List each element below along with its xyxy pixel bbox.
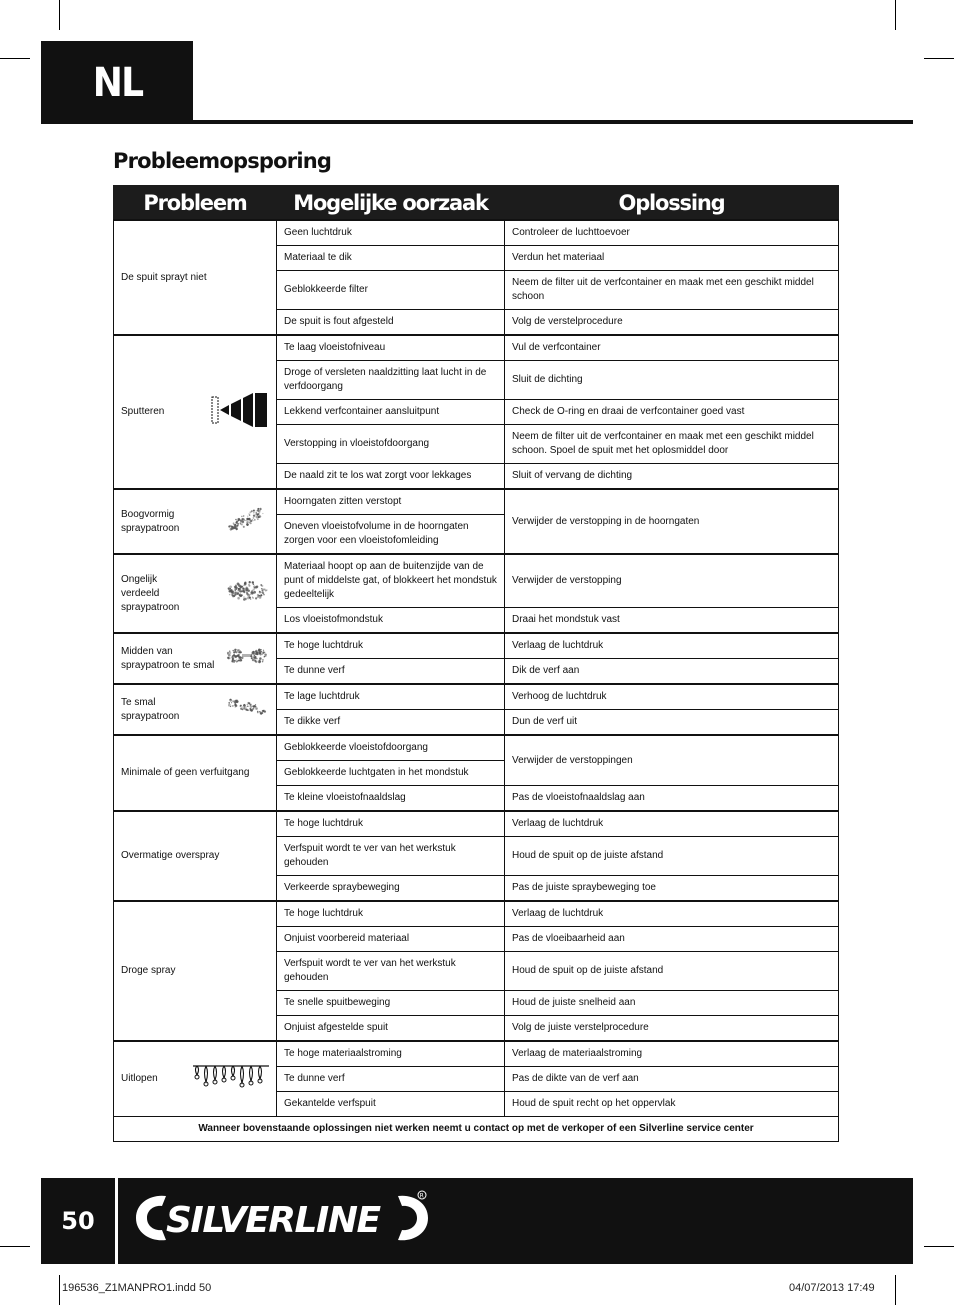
table-row <box>114 554 839 608</box>
solution-cell: Houd de spuit recht op het oppervlak <box>505 1092 839 1117</box>
solution-cell: Verdun het materiaal <box>505 246 839 271</box>
cause-cell: Te lage luchtdruk <box>277 684 505 710</box>
problem-cell <box>114 489 277 554</box>
solution-cell: Verwijder de verstopping <box>505 554 839 608</box>
solution-cell: Volg de verstelprocedure <box>505 310 839 336</box>
language-tab: NL <box>41 41 193 124</box>
table-row <box>114 901 839 927</box>
cause-cell: Verfspuit wordt te ver van het werkstuk gehouden <box>277 837 505 876</box>
problem-label: Sputteren <box>121 406 165 417</box>
footer-divider <box>115 1178 118 1264</box>
table-row <box>114 1041 839 1067</box>
solution-cell: Sluit de dichting <box>505 361 839 400</box>
cause-cell: Te hoge luchtdruk <box>277 633 505 659</box>
problem-label: Overmatige overspray <box>121 850 220 861</box>
table-row <box>114 684 839 710</box>
table-row <box>114 735 839 761</box>
crop-mark <box>895 1275 896 1305</box>
cause-cell: Lekkend verfcontainer aansluitpunt <box>277 400 505 425</box>
footer-note: Wanneer bovenstaande oplossingen niet werken neemt u contact op met de verkoper of een Silverline service center <box>114 1117 839 1142</box>
svg-text:R: R <box>419 1192 424 1200</box>
cause-cell: Geblokkeerde filter <box>277 271 505 310</box>
table-row <box>114 335 839 361</box>
solution-cell: Pas de vloeistofnaaldslag aan <box>505 786 839 812</box>
crop-mark <box>924 58 954 59</box>
arc-spray-icon <box>225 505 269 538</box>
solution-cell: Vul de verfcontainer <box>505 335 839 361</box>
cause-cell: Geblokkeerde vloeistofdoorgang <box>277 735 505 761</box>
troubleshooting-table <box>113 185 839 1142</box>
solution-cell: Dun de verf uit <box>505 710 839 736</box>
cause-cell: Te laag vloeistofniveau <box>277 335 505 361</box>
runs-icon <box>193 1063 269 1096</box>
cause-cell: Hoorngaten zitten verstopt <box>277 489 505 515</box>
table-row <box>114 633 839 659</box>
problem-label: Te smal spraypatroon <box>121 696 180 722</box>
print-file-info: 196536_Z1MANPRO1.indd 50 <box>62 1282 212 1294</box>
uneven-spray-icon <box>221 576 269 611</box>
problem-cell <box>114 335 277 489</box>
problem-label: Uitlopen <box>121 1073 158 1084</box>
problem-label: Droge spray <box>121 965 176 976</box>
solution-cell: Verwijder de verstopping in de hoorngaten <box>505 489 839 554</box>
narrow-spray-icon <box>225 695 269 724</box>
problem-cell <box>114 684 277 735</box>
cause-cell: Geblokkeerde luchtgaten in het mondstuk <box>277 761 505 786</box>
problem-cell <box>114 735 277 811</box>
page-number: 50 <box>61 1207 95 1235</box>
header-solution: Oplossing <box>505 186 839 221</box>
cause-cell: Verstopping in vloeistofdoorgang <box>277 425 505 464</box>
silverline-logo <box>132 1190 432 1246</box>
problem-cell <box>114 554 277 633</box>
table-body <box>114 220 839 1117</box>
table-header-row <box>114 186 839 221</box>
solution-cell: Volg de juiste verstelprocedure <box>505 1016 839 1042</box>
cause-cell: Te hoge materiaalstroming <box>277 1041 505 1067</box>
table-row <box>114 220 839 246</box>
cause-cell: Te hoge luchtdruk <box>277 811 505 837</box>
solution-cell: Verlaag de luchtdruk <box>505 811 839 837</box>
solution-cell: Verlaag de luchtdruk <box>505 633 839 659</box>
solution-cell: Houd de spuit op de juiste afstand <box>505 837 839 876</box>
brand-wordmark: SILVERLINE <box>166 1200 380 1241</box>
crop-mark <box>59 1275 60 1305</box>
cause-cell: Verfspuit wordt te ver van het werkstuk gehouden <box>277 952 505 991</box>
table-footer-row <box>114 1117 839 1142</box>
solution-cell: Verwijder de verstoppingen <box>505 735 839 786</box>
crop-mark <box>895 0 896 30</box>
problem-cell <box>114 811 277 901</box>
problem-label: Midden van spraypatroon te smal <box>121 645 215 671</box>
header-cause: Mogelijke oorzaak <box>277 186 505 221</box>
cause-cell: Droge of versleten naaldzitting laat lucht in de verfdoorgang <box>277 361 505 400</box>
cause-cell: Gekantelde verfspuit <box>277 1092 505 1117</box>
print-date-info: 04/07/2013 17:49 <box>789 1282 875 1294</box>
header-problem: Probleem <box>114 186 277 221</box>
cause-cell: Los vloeistofmondstuk <box>277 608 505 634</box>
page-title: Probleemopsporing <box>113 149 332 173</box>
problem-cell <box>114 1041 277 1117</box>
problem-label: Minimale of geen verfuitgang <box>121 767 250 778</box>
solution-cell: Houd de spuit op de juiste afstand <box>505 952 839 991</box>
cause-cell: Te snelle spuitbeweging <box>277 991 505 1016</box>
solution-cell: Neem de filter uit de verfcontainer en maak met een geschikt middel schoon. Spoel de spuit met het oplosmiddel door <box>505 425 839 464</box>
narrow-center-icon <box>225 646 269 671</box>
cause-cell: De naald zit te los wat zorgt voor lekkages <box>277 464 505 490</box>
cause-cell: Geen luchtdruk <box>277 220 505 246</box>
cause-cell: Te kleine vloeistofnaaldslag <box>277 786 505 812</box>
table-row <box>114 811 839 837</box>
crop-mark <box>59 0 60 30</box>
cause-cell: Te dikke verf <box>277 710 505 736</box>
solution-cell: Controleer de luchttoevoer <box>505 220 839 246</box>
cause-cell: De spuit is fout afgesteld <box>277 310 505 336</box>
crop-mark <box>0 1246 30 1247</box>
solution-cell: Pas de juiste spraybeweging toe <box>505 876 839 902</box>
problem-cell <box>114 220 277 335</box>
solution-cell: Verlaag de luchtdruk <box>505 901 839 927</box>
cause-cell: Te dunne verf <box>277 1067 505 1092</box>
problem-label: De spuit sprayt niet <box>121 271 207 283</box>
solution-cell: Pas de vloeibaarheid aan <box>505 927 839 952</box>
cause-cell: Verkeerde spraybeweging <box>277 876 505 902</box>
solution-cell: Pas de dikte van de verf aan <box>505 1067 839 1092</box>
cause-cell: Onjuist afgestelde spuit <box>277 1016 505 1042</box>
crop-mark <box>924 1246 954 1247</box>
cause-cell: Onjuist voorbereid materiaal <box>277 927 505 952</box>
cause-cell: Oneven vloeistofvolume in de hoorngaten zorgen voor een vloeistofomleiding <box>277 515 505 555</box>
solution-cell: Neem de filter uit de verfcontainer en maak met een geschikt middel schoon <box>505 271 839 310</box>
solution-cell: Verhoog de luchtdruk <box>505 684 839 710</box>
solution-cell: Sluit of vervang de dichting <box>505 464 839 490</box>
crop-mark <box>0 58 30 59</box>
solution-cell: Check de O-ring en draai de verfcontainer goed vast <box>505 400 839 425</box>
problem-label: Boogvormig spraypatroon <box>121 508 180 534</box>
cause-cell: Te dunne verf <box>277 659 505 685</box>
solution-cell: Draai het mondstuk vast <box>505 608 839 634</box>
solution-cell: Dik de verf aan <box>505 659 839 685</box>
sputter-icon <box>211 393 269 432</box>
table-row <box>114 489 839 515</box>
problem-cell <box>114 633 277 684</box>
solution-cell: Verlaag de materiaalstroming <box>505 1041 839 1067</box>
problem-label: Ongelijk verdeeld spraypatroon <box>121 573 180 613</box>
solution-cell: Houd de juiste snelheid aan <box>505 991 839 1016</box>
problem-cell <box>114 901 277 1041</box>
header-rule <box>193 120 913 124</box>
cause-cell: Materiaal hoopt op aan de buitenzijde van de punt of middelste gat, of blokkeert het mondstuk gedeeltelijk <box>277 554 505 608</box>
cause-cell: Te hoge luchtdruk <box>277 901 505 927</box>
cause-cell: Materiaal te dik <box>277 246 505 271</box>
